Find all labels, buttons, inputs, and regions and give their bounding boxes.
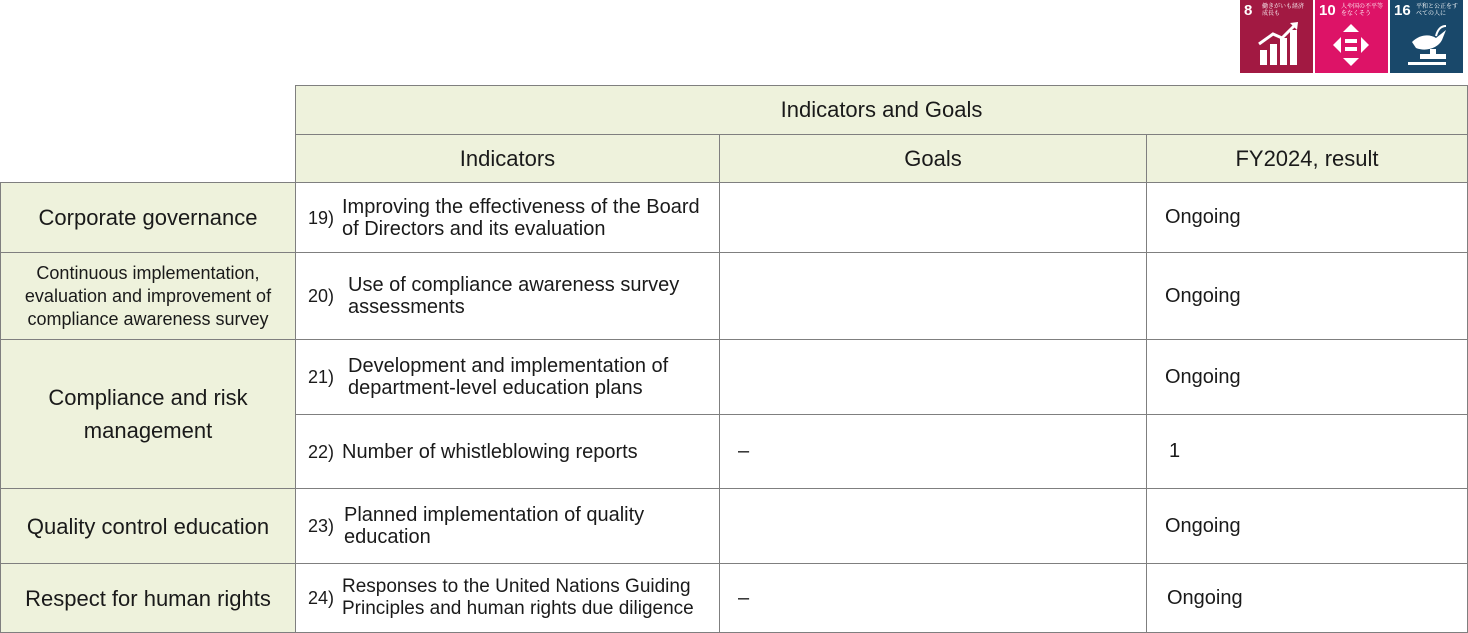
sdg-16-tile (1390, 0, 1463, 73)
indicator-text: Development and implementation of department-level education plans (348, 355, 669, 399)
indicator-cell (295, 339, 720, 415)
indicator-text: Improving the effectiveness of the Board of Directors and its evaluation (342, 195, 700, 240)
category-cell (0, 488, 296, 564)
equality-arrows-icon (1315, 0, 1388, 73)
goal-cell (719, 252, 1147, 340)
sdg-10-tile (1315, 0, 1388, 73)
indicator-text: Number of whistleblowing reports (342, 440, 638, 463)
table-group-header: Indicators and Goals (295, 85, 1468, 135)
indicator-cell (295, 563, 720, 633)
goal-text: – (738, 440, 750, 462)
column-header-indicators: Indicators (295, 134, 720, 183)
indicator-text: Use of compliance awareness survey assessments (348, 274, 680, 318)
sdg-number: 10 (1319, 2, 1336, 19)
result-cell (1146, 339, 1468, 415)
indicator-text: Responses to the United Nations Guiding Principles and human rights due diligence (342, 576, 694, 619)
goal-cell (719, 339, 1147, 415)
indicator-number: 21) (308, 367, 335, 387)
result-cell (1146, 563, 1468, 633)
indicator-number: 20) (308, 286, 335, 306)
category-cell (0, 252, 296, 340)
column-header-goals: Goals (719, 134, 1147, 183)
indicator-cell (295, 488, 720, 564)
goal-cell (719, 414, 1147, 489)
category-cell (0, 563, 296, 633)
sdg-icons (1240, 0, 1468, 73)
category-label: Compliance and risk management (48, 385, 248, 443)
sdg-text: 働きがいも経済成長も (1262, 4, 1305, 17)
indicator-number: 19) (308, 207, 335, 228)
indicator-number: 23) (308, 516, 335, 536)
growth-chart-icon (1240, 0, 1313, 73)
indicator-number: 22) (308, 441, 335, 462)
result-text: Ongoing (1165, 514, 1241, 537)
result-text: Ongoing (1165, 365, 1241, 388)
indicator-number: 24) (308, 588, 335, 608)
column-header-result: FY2024, result (1146, 134, 1468, 183)
goal-cell (719, 488, 1147, 564)
goal-text: – (738, 586, 750, 609)
indicator-cell (295, 252, 720, 340)
goal-cell (719, 182, 1147, 253)
category-label: Corporate governance (38, 205, 258, 230)
category-cell (0, 182, 296, 253)
result-text: Ongoing (1165, 206, 1241, 228)
category-label: Quality control education (26, 513, 270, 539)
sdg-number: 8 (1244, 2, 1253, 19)
result-cell (1146, 414, 1468, 489)
indicator-cell (295, 414, 720, 489)
result-cell (1146, 182, 1468, 253)
goal-cell (719, 563, 1147, 633)
sdg-8-tile (1240, 0, 1313, 73)
result-cell (1146, 252, 1468, 340)
category-label: Respect for human rights (25, 585, 271, 611)
indicator-text: Planned implementation of quality education (344, 504, 645, 548)
indicator-cell (295, 182, 720, 253)
sdg-text: 人や国の不平等をなくそう (1341, 4, 1384, 17)
dove-gavel-icon (1390, 0, 1463, 73)
category-cell (0, 339, 296, 489)
result-cell (1146, 488, 1468, 564)
result-text: Ongoing (1167, 586, 1243, 609)
sdg-text: 平和と公正をすべての人に (1416, 4, 1459, 17)
sdg-number: 16 (1394, 2, 1411, 19)
category-label: Continuous implementation, evaluation and improvement of compliance awareness survey (24, 262, 272, 329)
result-text: 1 (1169, 440, 1181, 462)
result-text: Ongoing (1165, 284, 1241, 307)
